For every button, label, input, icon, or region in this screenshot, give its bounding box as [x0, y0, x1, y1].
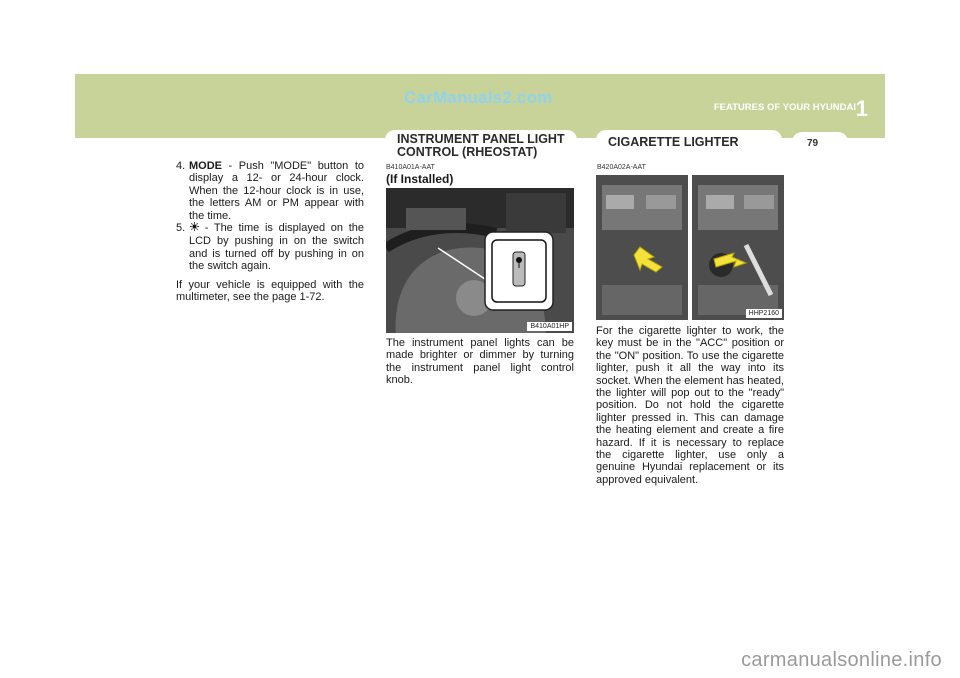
cigarette-lighter-heading: CIGARETTE LIGHTER — [608, 135, 739, 149]
item-number: 4. — [176, 160, 186, 172]
section-code: B410A01A-AAT — [386, 164, 435, 171]
item-5-text: - The time is displayed on the LCD by pushing in on the switch and is turned off by pushing in on the switch again. — [189, 222, 364, 273]
instruction-item-4 — [176, 160, 364, 222]
rheostat-description: The instrument panel lights can be made brighter or dimmer by turning the instrument panel light control knob. — [386, 337, 574, 387]
multimeter-note: If your vehicle is equipped with the multimeter, see the page 1-72. — [176, 278, 364, 304]
cigarette-lighter-description: For the cigarette lighter to work, the key must be in the "ACC" position or the "ON" position. To use the cigarette lighter, push it all the way into its socket. When the element has heated, the lighter will pop out to the "ready" position. Do not hold the cigarette lighter pressed in. This can damage the heating element and create a fire hazard. If it is necessary to replace the cigarette lighter, use only a genuine Hyundai replacement or its approved equivalent. — [596, 325, 784, 486]
dashboard-illustration — [386, 188, 574, 333]
instruction-item-5 — [176, 222, 364, 273]
footer-watermark[interactable]: carmanualsonline.info — [741, 649, 942, 671]
photo-code: B410A01HP — [527, 322, 572, 331]
item-4-text: - Push "MODE" button to display a 12- or 24-hour clock. When the 12-hour clock is in use, the letters AM or PM appear with the time. — [189, 160, 364, 222]
cigarette-lighter-photo — [596, 175, 784, 320]
page-number-tab — [792, 132, 848, 152]
clock-instructions — [176, 160, 364, 303]
chapter-number: 1 — [855, 96, 868, 121]
chapter-title: FEATURES OF YOUR HYUNDAI — [713, 102, 856, 113]
page-number: 79 — [807, 138, 819, 149]
sun-icon — [189, 222, 199, 235]
mode-term: MODE — [189, 160, 222, 172]
instrument-light-heading: INSTRUMENT PANEL LIGHT CONTROL (RHEOSTAT) — [397, 132, 565, 159]
photo-code: HHP2160 — [746, 309, 782, 318]
lighter-illustration — [596, 175, 784, 320]
if-installed-subheading: (If Installed) — [386, 172, 454, 186]
watermark-top[interactable]: CarManuals2.com — [404, 88, 553, 107]
item-number: 5. — [176, 222, 186, 235]
section-code: B420A02A-AAT — [597, 164, 646, 171]
rheostat-photo — [386, 188, 574, 333]
